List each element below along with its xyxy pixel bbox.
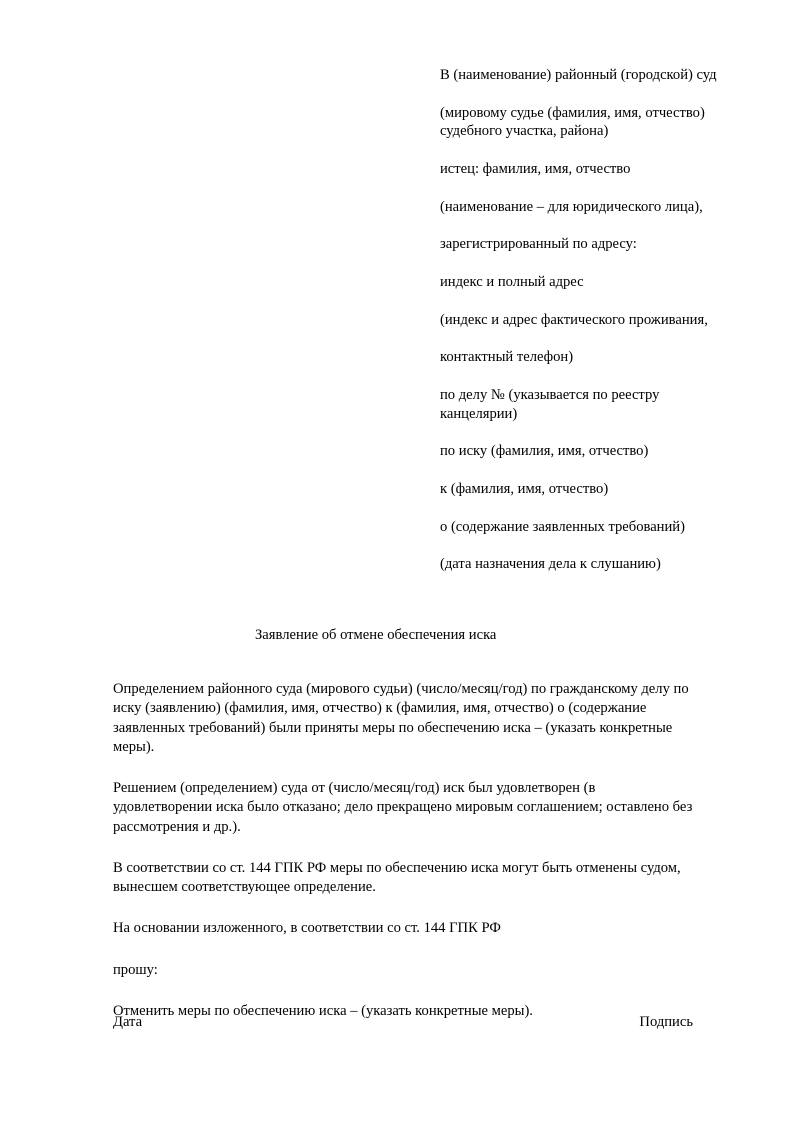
signature-label: Подпись	[639, 1014, 693, 1030]
header-line-legal-entity: (наименование – для юридического лица),	[440, 198, 703, 215]
header-line-claim-by: по иску (фамилия, имя, отчество)	[440, 443, 649, 460]
body-paragraph-demand: Отменить меры по обеспечению иска – (указать конкретные меры).	[113, 1002, 533, 1019]
document-body	[113, 680, 693, 1043]
header-line-court: В (наименование) районный (городской) суд	[440, 67, 717, 83]
header-line-magistrate: (мировому судье (фамилия, имя, отчество) судебного участка, района)	[440, 104, 705, 140]
date-label: Дата	[113, 1014, 143, 1030]
signature-row	[113, 1013, 693, 1032]
header-line-registered-address: зарегистрированный по адресу:	[440, 236, 637, 253]
body-paragraph-request: прошу:	[113, 961, 158, 978]
header-line-case-number: по делу № (указывается по реестру канцелярии)	[440, 387, 660, 422]
body-paragraph-3: В соответствии со ст. 144 ГПК РФ меры по обеспечению иска могут быть отменены судом, вынесшем соответствующее определение.	[113, 859, 681, 895]
header-line-phone: контактный телефон)	[440, 349, 574, 366]
header-line-subject: о (содержание заявленных требований)	[440, 518, 685, 535]
header-line-actual-residence: (индекс и адрес фактического проживания,	[440, 311, 708, 328]
header-line-hearing-date: (дата назначения дела к слушанию)	[440, 556, 661, 573]
body-paragraph-4: На основании изложенного, в соответствии со ст. 144 ГПК РФ	[113, 920, 501, 937]
page-title: Заявление об отмене обеспечения иска	[255, 627, 497, 643]
header-line-claim-against: к (фамилия, имя, отчество)	[440, 481, 609, 498]
header-line-plaintiff: истец: фамилия, имя, отчество	[440, 161, 631, 178]
body-paragraph-2: Решением (определением) суда от (число/месяц/год) иск был удовлетворен (в удовлетворении иска было отказано; дело прекращено мировым соглашением; оставлено без рассмотрения и др.).	[113, 780, 693, 835]
header-line-index-address: индекс и полный адрес	[440, 274, 584, 291]
body-paragraph-1: Определением районного суда (мирового судьи) (число/месяц/год) по гражданскому делу по иску (заявлению) (фамилия, имя, отчество) к (фамилия, имя, отчество) о (содержание заявленных требований) были приняты меры по обеспечению иска – (указать конкретные меры).	[113, 681, 689, 755]
court-header-block	[440, 66, 740, 593]
